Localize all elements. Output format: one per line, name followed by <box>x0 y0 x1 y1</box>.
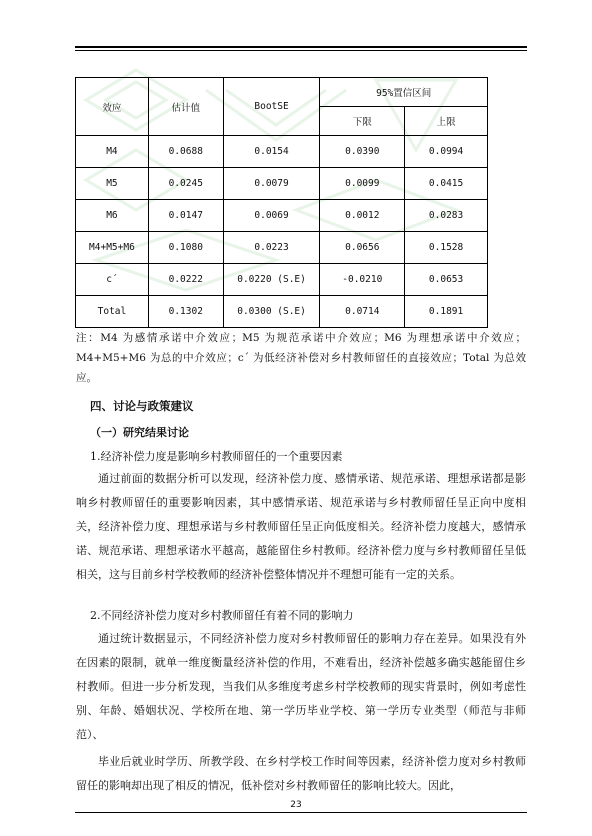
cell-lower: -0.0210 <box>320 264 405 296</box>
header-upper: 上限 <box>405 107 488 136</box>
cell-upper: 0.0653 <box>405 264 488 296</box>
finding-heading-1: 1.经济补偿力度是影响乡村教师留任的一个重要因素 <box>90 450 343 463</box>
cell-lower: 0.0099 <box>320 168 405 200</box>
cell-effect: Total <box>76 296 149 328</box>
cell-effect: c´ <box>76 264 149 296</box>
body-paragraph-2: 通过统计数据显示，不同经济补偿力度对乡村教师留任的影响力存在差异。如果没有外在因素的限制，就单一维度衡量经济补偿的作用，不难看出，经济补偿越多确实越能留住乡村教师。但进一步分析发现，当我们从多维度考虑乡村学校教师的现实背景时，例如考虑性别、年龄、婚姻状况、学校所在地、第一学历毕业学校、第一学历专业类型（师范与非师范）、 <box>76 632 526 741</box>
cell-upper: 0.0994 <box>405 136 488 168</box>
finding-heading-2: 2.不同经济补偿力度对乡村教师留任有着不同的影响力 <box>90 609 354 622</box>
cell-estimate: 0.1080 <box>148 232 223 264</box>
cell-boot-se: 0.0079 <box>223 168 320 200</box>
page-number: 23 <box>290 800 302 810</box>
body-paragraph-1: 通过前面的数据分析可以发现，经济补偿力度、感情承诺、规范承诺、理想承诺都是影响乡村教师留任的重要影响因素，其中感情承诺、规范承诺与乡村教师留任呈正向中度相关，经济补偿力度、理想承诺与乡村教师留任呈正向低度相关。经济补偿力度越大，感情承诺、规范承诺、理想承诺水平越高，越能留住乡村教师。经济补偿力度与乡村教师留任呈低相关，这与目前乡村学校教师的经济补偿整体情况并不理想可能有一定的关系。 <box>76 472 526 581</box>
cell-lower: 0.0390 <box>320 136 405 168</box>
cell-effect: M4 <box>76 136 149 168</box>
cell-upper: 0.1891 <box>405 296 488 328</box>
cell-upper: 0.1528 <box>405 232 488 264</box>
header-rule <box>75 46 527 48</box>
subsection-title: （一）研究结果讨论 <box>90 426 189 439</box>
table-row <box>76 232 488 264</box>
cell-upper: 0.0415 <box>405 168 488 200</box>
table-row <box>76 136 488 168</box>
header-rule-thin <box>75 50 527 51</box>
table-row <box>76 296 488 328</box>
cell-effect: M5 <box>76 168 149 200</box>
table-row <box>76 200 488 232</box>
cell-effect: M4+M5+M6 <box>76 232 149 264</box>
cell-boot-se: 0.0300 (S.E) <box>223 296 320 328</box>
cell-estimate: 0.0222 <box>148 264 223 296</box>
table-row <box>76 264 488 296</box>
header-effect: 效应 <box>76 78 149 136</box>
footer-rule <box>75 812 527 813</box>
cell-boot-se: 0.0154 <box>223 136 320 168</box>
body-paragraph-3: 毕业后就业时学历、所教学段、在乡村学校工作时间等因素，经济补偿力度对乡村教师留任的影响却出现了相反的情况，低补偿对乡村教师留任的影响比较大。因此， <box>76 755 526 792</box>
table-row <box>76 168 488 200</box>
cell-lower: 0.0656 <box>320 232 405 264</box>
cell-boot-se: 0.0223 <box>223 232 320 264</box>
header-estimate: 估计值 <box>148 78 223 136</box>
header-boot-se: BootSE <box>223 78 320 136</box>
mediation-effects-table <box>75 77 488 328</box>
cell-boot-se: 0.0220 (S.E) <box>223 264 320 296</box>
cell-boot-se: 0.0069 <box>223 200 320 232</box>
cell-estimate: 0.0147 <box>148 200 223 232</box>
cell-estimate: 0.0245 <box>148 168 223 200</box>
cell-upper: 0.0283 <box>405 200 488 232</box>
cell-estimate: 0.0688 <box>148 136 223 168</box>
header-lower: 下限 <box>320 107 405 136</box>
cell-effect: M6 <box>76 200 149 232</box>
cell-estimate: 0.1302 <box>148 296 223 328</box>
cell-lower: 0.0714 <box>320 296 405 328</box>
cell-lower: 0.0012 <box>320 200 405 232</box>
header-ci: 95%置信区间 <box>320 78 488 107</box>
section-title: 四、讨论与政策建议 <box>90 399 194 413</box>
table-note: 注：M4 为感情承诺中介效应；M5 为规范承诺中介效应；M6 为理想承诺中介效应；M4+M5+M6 为总的中介效应；c´ 为低经济补偿对乡村教师留任的直接效应；Total 为总效应。 <box>76 332 526 384</box>
